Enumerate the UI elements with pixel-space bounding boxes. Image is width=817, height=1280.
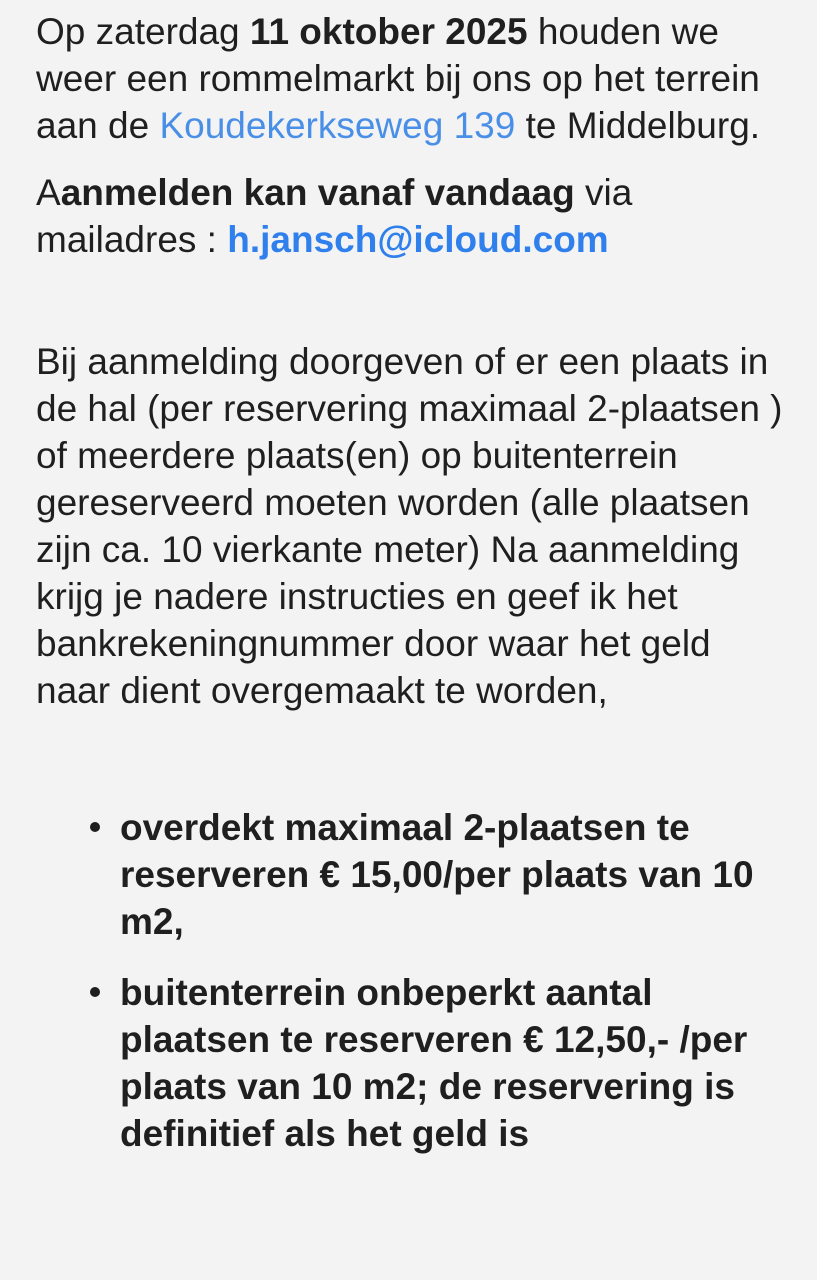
signup-paragraph [36,169,783,263]
list-item-text: buitenterrein onbeperkt aantal plaatsen te reserveren € 12,50,- /per plaats van 10 m2; de reservering is definitief als het geld is [120,972,748,1154]
list-item-text: overdekt maximaal 2-plaatsen te reserveren € 15,00/per plaats van 10 m2, [120,807,754,942]
bullet-icon [90,822,100,832]
intro-text-after: te Middelburg. [515,105,761,146]
signup-mid: via mailadres : [36,172,633,260]
list-item [120,969,783,1157]
intro-text-before: Op zaterdag [36,11,250,52]
intro-paragraph [36,8,783,149]
email-link[interactable]: h.jansch@icloud.com [227,219,609,260]
pricing-list [36,804,783,1157]
details-paragraph: Bij aanmelding doorgeven of er een plaats in de hal (per reservering maximaal 2-plaatsen ) of meerdere plaats(en) op buitenterrein gereserveerd moeten worden (alle plaatsen zijn ca. 10 vierkante meter) Na aanmelding krijg je nadere instructies en geef ik het bankrekeningnummer door waar het geld naar dient overgemaakt te worden, [36,341,783,711]
signup-bold: anmelden kan vanaf vandaag [60,172,575,213]
event-date: 11 oktober 2025 [249,11,528,52]
address-link[interactable]: Koudekerkseweg 139 [159,105,516,146]
list-item [120,804,783,945]
intro-text-mid: houden we weer een rommelmarkt bij ons op het terrein aan de [36,11,760,146]
signup-lead: A [36,172,61,213]
bullet-icon [90,987,100,997]
